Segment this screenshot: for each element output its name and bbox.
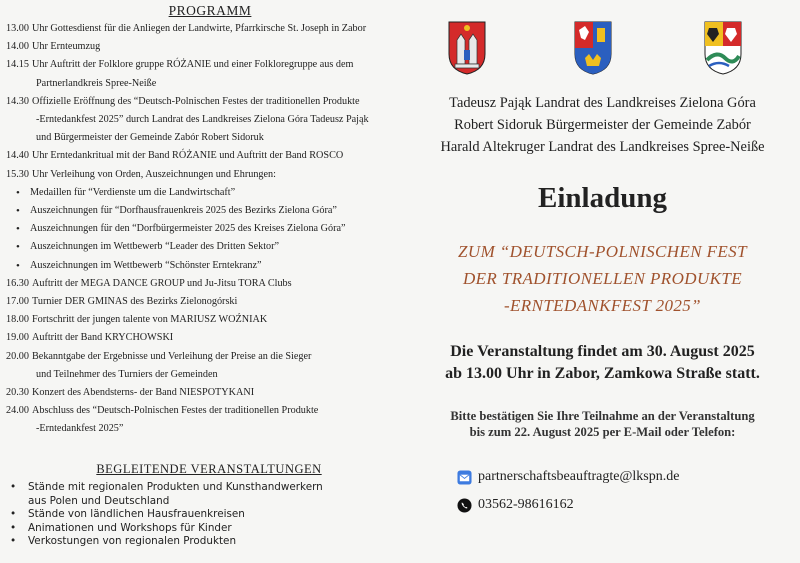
side-event-item <box>10 535 400 549</box>
schedule-item <box>6 38 398 56</box>
time: 14.15 <box>6 59 29 71</box>
event-line: DER TRADITIONELLEN PRODUKTE <box>462 269 743 288</box>
rsvp-info <box>405 408 800 440</box>
host-line: Robert Sidoruk Bürgermeister der Gemeinde Zabór <box>454 117 751 133</box>
time: 14.40 <box>6 150 29 162</box>
time: 18.00 <box>6 314 29 326</box>
item-text: Turnier DER GMINAS des Bezirks Zielonogórski <box>32 296 238 308</box>
event-line: -ERNTEDANKFEST 2025” <box>503 296 702 315</box>
invitation-panel <box>405 0 800 563</box>
schedule-item <box>6 293 398 311</box>
venue-line: ab 13.00 Uhr in Zabor, Zamkowa Straße statt. <box>445 365 760 382</box>
side-events-list <box>10 481 400 549</box>
phone-contact[interactable] <box>457 497 574 513</box>
item-text: Konzert des Abendsterns- der Band NIESPOTYKANI <box>32 387 255 399</box>
schedule-item <box>6 329 398 347</box>
item-continuation: -Erntedankfest 2025” durch Landrat des Landkreises Zielona Góra Tadeusz Pająk <box>36 114 369 126</box>
award-text: Medaillen für “Verdienste um die Landwirtschaft” <box>30 186 236 198</box>
venue-info <box>405 341 800 385</box>
item-continuation: und Teilnehmer des Turniers der Gemeinden <box>36 368 218 380</box>
email-contact[interactable] <box>457 469 679 485</box>
side-event-item <box>10 481 400 495</box>
time: 13.00 <box>6 23 29 34</box>
side-event-text: Stände mit regionalen Produkten und Kunsthandwerkern <box>28 481 323 493</box>
item-continuation: und Bürgermeister der Gemeinde Zabór Robert Sidoruk <box>36 132 264 144</box>
host-line: Tadeusz Pająk Landrat des Landkreises Zielona Góra <box>449 95 756 111</box>
award-text: Auszeichnungen für “Dorfhausfrauenkreis 2025 des Bezirks Zielona Góra” <box>30 205 337 217</box>
item-text: Abschluss des “Deutsch-Polnischen Festes der traditionellen Produkte <box>32 405 319 417</box>
schedule-item <box>6 56 398 74</box>
side-event-continuation: aus Polen und Deutschland <box>28 494 170 507</box>
zielona-gora-crest-icon <box>447 20 487 76</box>
side-event-text: Stände von ländlichen Hausfrauenkreisen <box>28 508 245 520</box>
bullet-icon: • <box>10 535 17 547</box>
award-item <box>6 184 398 202</box>
schedule-item <box>6 20 398 38</box>
time: 20.30 <box>6 387 29 399</box>
time: 14.30 <box>6 95 29 107</box>
bullet-icon: • <box>16 223 20 236</box>
bullet-icon: • <box>16 205 20 218</box>
time: 20.00 <box>6 350 29 362</box>
schedule-item <box>6 147 398 165</box>
item-text: Uhr Auftritt der Folklore gruppe RÓŻANIE und einer Folkloregruppe aus dem <box>32 59 354 71</box>
time: 24.00 <box>6 405 29 417</box>
award-text: Auszeichnungen für den “Dorfbürgermeister 2025 des Kreises Zielona Góra” <box>30 223 346 235</box>
program-title: PROGRAMM <box>168 3 252 18</box>
item-text: Auftritt der MEGA DANCE GROUP und Ju-Jitsu TORA Clubs <box>32 277 292 289</box>
side-event-item <box>10 508 400 522</box>
award-item <box>6 220 398 238</box>
schedule-item <box>6 275 398 293</box>
item-text: Offizielle Eröffnung des “Deutsch-Polnischen Festes der traditionellen Produkte <box>32 95 360 107</box>
schedule-item <box>6 166 398 184</box>
time: 19.00 <box>6 332 29 344</box>
item-text: Uhr Verleihung von Orden, Auszeichnungen und Ehrungen: <box>32 168 276 180</box>
event-name <box>405 238 800 319</box>
award-item <box>6 202 398 220</box>
venue-line: Die Veranstaltung findet am 30. August 2025 <box>450 343 755 360</box>
bullet-icon: • <box>10 521 17 534</box>
host-line: Harald Altekruger Landrat des Landkreises Spree-Neiße <box>440 139 765 155</box>
invitation-title: Einladung <box>538 182 667 214</box>
whatsapp-phone-icon <box>457 498 472 513</box>
bullet-icon: • <box>16 259 20 272</box>
schedule-item <box>6 384 398 402</box>
bullet-icon: • <box>16 241 20 254</box>
phone-number[interactable]: 03562-98616162 <box>478 497 574 512</box>
item-continuation: -Erntedankfest 2025” <box>36 423 124 435</box>
item-text: Uhr Gottesdienst für die Anliegen der Landwirte, Pfarrkirsche St. Joseph in Zabor <box>32 23 367 34</box>
schedule-item <box>6 402 398 420</box>
spree-neisse-crest-icon <box>703 20 743 76</box>
coats-of-arms <box>405 20 800 80</box>
bullet-icon: • <box>16 186 20 199</box>
schedule-item <box>6 93 398 111</box>
item-text: Uhr Erntedankritual mit der Band RÓŻANIE und Auftritt der Band ROSCO <box>32 150 344 162</box>
schedule-item <box>6 348 398 366</box>
time: 16.30 <box>6 277 29 289</box>
side-events-title: BEGLEITENDE VERANSTALTUNGEN <box>96 462 322 476</box>
schedule-item <box>6 311 398 329</box>
email-icon <box>457 470 472 485</box>
item-continuation: Partnerlandkreis Spree-Neiße <box>36 77 157 89</box>
side-event-text: Animationen und Workshops für Kinder <box>28 521 232 534</box>
item-text: Uhr Ernteumzug <box>32 41 101 53</box>
rsvp-line: bis zum 22. August 2025 per E-Mail oder Telefon: <box>469 425 736 439</box>
time: 14.00 <box>6 41 29 53</box>
time: 17.00 <box>6 296 29 308</box>
award-text: Auszeichnungen im Wettbewerb “Schönster Erntekranz” <box>30 259 262 271</box>
event-line: ZUM “DEUTSCH-POLNISCHEN FEST <box>458 242 747 261</box>
award-text: Auszeichnungen im Wettbewerb “Leader des Dritten Sektor” <box>30 241 280 253</box>
item-text: Auftritt der Band KRYCHOWSKI <box>32 332 174 344</box>
bullet-icon: • <box>10 508 17 520</box>
side-event-text: Verkostungen von regionalen Produkten <box>28 535 237 547</box>
email-address[interactable]: partnerschaftsbeauftragte@lkspn.de <box>478 469 680 484</box>
bullet-icon: • <box>10 481 17 493</box>
rsvp-line: Bitte bestätigen Sie Ihre Teilnahme an der Veranstaltung <box>450 409 755 423</box>
hosts <box>405 92 800 158</box>
item-text: Fortschritt der jungen talente von MARIUSZ WOŹNIAK <box>32 314 268 326</box>
time: 15.30 <box>6 168 29 180</box>
schedule <box>6 20 398 439</box>
zabor-crest-icon <box>573 20 613 76</box>
award-item <box>6 257 398 275</box>
side-event-item <box>10 522 400 536</box>
item-text: Bekanntgabe der Ergebnisse und Verleihung der Preise an die Sieger <box>32 350 312 362</box>
award-item <box>6 238 398 256</box>
